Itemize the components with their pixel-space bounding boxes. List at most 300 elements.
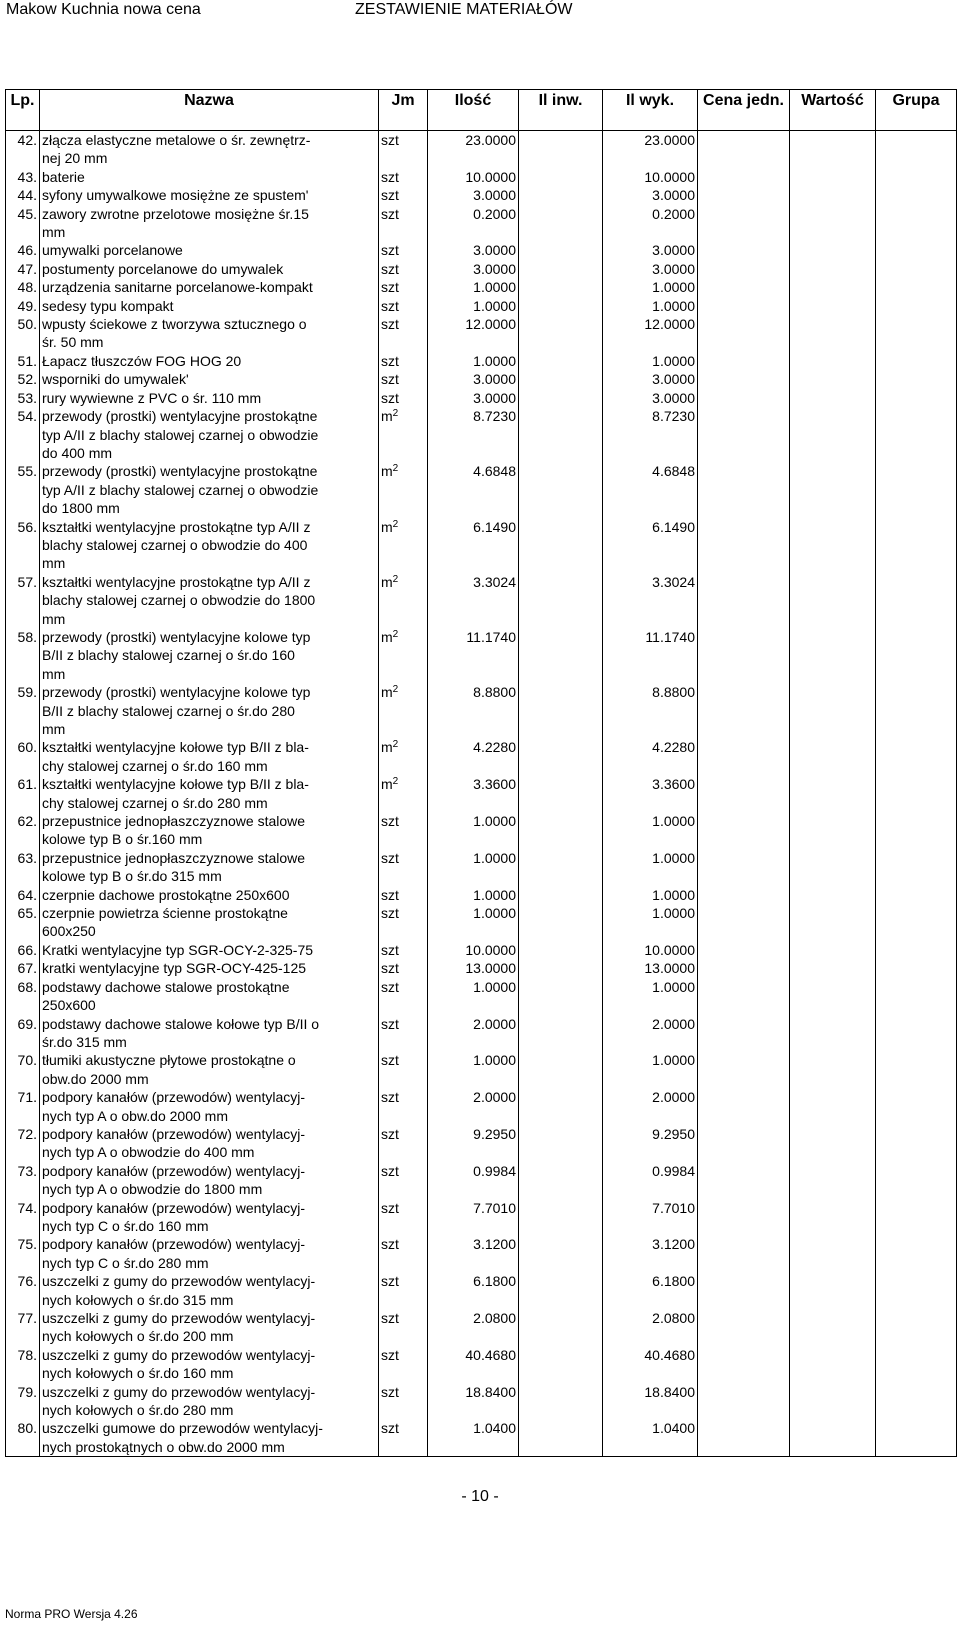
cell-lp: 45. — [6, 205, 40, 242]
cell-group — [876, 370, 957, 388]
cell-jm — [379, 1309, 428, 1346]
cell-value — [790, 168, 876, 186]
cell-jm — [379, 297, 428, 315]
cell-price — [698, 518, 790, 573]
cell-value — [790, 131, 876, 168]
cell-lp: 74. — [6, 1199, 40, 1236]
cell-wyk: 0.2000 — [603, 205, 698, 242]
unit-superscript: 2 — [392, 573, 399, 585]
cell-qty: 1.0000 — [428, 849, 519, 886]
cell-inv — [519, 1051, 603, 1088]
unit-label: szt — [381, 941, 399, 958]
cell-group — [876, 205, 957, 242]
unit-label: szt — [381, 1199, 399, 1216]
cell-price — [698, 904, 790, 941]
cell-price — [698, 941, 790, 959]
cell-name: kształtki wentylacyjne prostokątne typ A/II z blachy stalowej czarnej o obwodzie do 400 mm — [40, 518, 379, 573]
unit-superscript: 2 — [392, 776, 399, 788]
cell-wyk: 13.0000 — [603, 959, 698, 977]
cell-qty: 2.0000 — [428, 1088, 519, 1125]
cell-name: baterie — [40, 168, 379, 186]
cell-inv — [519, 812, 603, 849]
cell-value — [790, 370, 876, 388]
cell-price — [698, 186, 790, 204]
cell-wyk: 10.0000 — [603, 941, 698, 959]
table-row — [6, 1383, 957, 1420]
unit-label: szt — [381, 1310, 399, 1326]
cell-inv — [519, 738, 603, 775]
table-row — [6, 241, 957, 259]
cell-price — [698, 168, 790, 186]
cell-wyk: 3.3600 — [603, 775, 698, 812]
cell-jm — [379, 959, 428, 977]
cell-qty: 3.0000 — [428, 260, 519, 278]
unit-label: szt — [381, 352, 399, 369]
col-jm: Jm — [379, 90, 428, 131]
table-row — [6, 1309, 957, 1346]
cell-inv — [519, 941, 603, 959]
cell-price — [698, 370, 790, 388]
cell-qty: 3.0000 — [428, 370, 519, 388]
cell-price — [698, 260, 790, 278]
table-row — [6, 775, 957, 812]
cell-wyk: 8.8800 — [603, 683, 698, 738]
cell-qty: 1.0000 — [428, 904, 519, 941]
cell-lp: 51. — [6, 352, 40, 370]
cell-price — [698, 959, 790, 977]
cell-wyk: 1.0000 — [603, 849, 698, 886]
cell-qty: 8.8800 — [428, 683, 519, 738]
cell-jm — [379, 389, 428, 407]
cell-qty: 3.3024 — [428, 573, 519, 628]
cell-price — [698, 886, 790, 904]
cell-value — [790, 389, 876, 407]
cell-qty: 4.2280 — [428, 738, 519, 775]
table-row — [6, 1235, 957, 1272]
cell-group — [876, 1383, 957, 1420]
cell-inv — [519, 1162, 603, 1199]
cell-inv — [519, 573, 603, 628]
cell-group — [876, 407, 957, 462]
cell-value — [790, 260, 876, 278]
cell-lp: 58. — [6, 628, 40, 683]
cell-wyk: 1.0400 — [603, 1419, 698, 1456]
unit-label: szt — [381, 960, 399, 977]
cell-inv — [519, 1383, 603, 1420]
cell-group — [876, 812, 957, 849]
cell-jm — [379, 1088, 428, 1125]
cell-wyk: 1.0000 — [603, 886, 698, 904]
cell-value — [790, 1162, 876, 1199]
cell-jm — [379, 1272, 428, 1309]
cell-wyk: 1.0000 — [603, 978, 698, 1015]
cell-group — [876, 260, 957, 278]
cell-lp: 50. — [6, 315, 40, 352]
cell-price — [698, 683, 790, 738]
table-row — [6, 1015, 957, 1052]
cell-qty: 2.0000 — [428, 1015, 519, 1052]
cell-value — [790, 628, 876, 683]
cell-price — [698, 1309, 790, 1346]
cell-name: wpusty ściekowe z tworzywa sztucznego o śr. 50 mm — [40, 315, 379, 352]
cell-jm — [379, 812, 428, 849]
cell-price — [698, 278, 790, 296]
cell-price — [698, 241, 790, 259]
cell-jm — [379, 849, 428, 886]
cell-inv — [519, 205, 603, 242]
cell-inv — [519, 131, 603, 168]
unit-label: szt — [381, 1346, 399, 1363]
cell-inv — [519, 315, 603, 352]
cell-wyk: 3.3024 — [603, 573, 698, 628]
cell-name: uszczelki z gumy do przewodów wentylacyj- nych kołowych o śr.do 315 mm — [40, 1272, 379, 1309]
table-header-row — [6, 90, 957, 131]
cell-jm — [379, 1162, 428, 1199]
cell-name: podpory kanałów (przewodów) wentylacyj- nych typ A o obwodzie do 1800 mm — [40, 1162, 379, 1199]
table-row — [6, 462, 957, 517]
cell-group — [876, 683, 957, 738]
cell-name: zawory zwrotne przelotowe mosiężne śr.15 mm — [40, 205, 379, 242]
cell-jm — [379, 1015, 428, 1052]
cell-qty: 23.0000 — [428, 131, 519, 168]
cell-value — [790, 812, 876, 849]
table-row — [6, 278, 957, 296]
cell-name: urządzenia sanitarne porcelanowe-kompakt — [40, 278, 379, 296]
table-row — [6, 370, 957, 388]
cell-jm — [379, 131, 428, 168]
table-row — [6, 131, 957, 168]
cell-name: rury wywiewne z PVC o śr. 110 mm — [40, 389, 379, 407]
cell-price — [698, 1162, 790, 1199]
cell-group — [876, 241, 957, 259]
cell-inv — [519, 260, 603, 278]
cell-qty: 13.0000 — [428, 959, 519, 977]
cell-name: uszczelki gumowe do przewodów wentylacyj- nych prostokątnych o obw.do 2000 mm — [40, 1419, 379, 1456]
cell-qty: 12.0000 — [428, 315, 519, 352]
cell-inv — [519, 389, 603, 407]
page-header — [0, 0, 960, 22]
cell-jm — [379, 186, 428, 204]
table-row — [6, 1419, 957, 1456]
cell-value — [790, 1235, 876, 1272]
unit-superscript: 2 — [392, 408, 399, 420]
cell-name: postumenty porcelanowe do umywalek — [40, 260, 379, 278]
cell-qty: 0.2000 — [428, 205, 519, 242]
cell-value — [790, 904, 876, 941]
cell-group — [876, 1272, 957, 1309]
cell-group — [876, 352, 957, 370]
cell-inv — [519, 241, 603, 259]
cell-group — [876, 462, 957, 517]
cell-qty: 6.1490 — [428, 518, 519, 573]
cell-qty: 3.3600 — [428, 775, 519, 812]
table-row — [6, 1346, 957, 1383]
cell-inv — [519, 886, 603, 904]
unit-label: m — [381, 684, 393, 701]
cell-lp: 72. — [6, 1125, 40, 1162]
unit-superscript: 2 — [392, 628, 399, 640]
cell-lp: 61. — [6, 775, 40, 812]
cell-name: podpory kanałów (przewodów) wentylacyj- nych typ A o obwodzie do 400 mm — [40, 1125, 379, 1162]
cell-inv — [519, 1088, 603, 1125]
cell-inv — [519, 1419, 603, 1456]
project-title: Makow Kuchnia nowa cena — [6, 1, 201, 18]
table-row — [6, 315, 957, 352]
cell-price — [698, 1015, 790, 1052]
cell-price — [698, 1383, 790, 1420]
col-wyk: Il wyk. — [603, 90, 698, 131]
table-row — [6, 904, 957, 941]
cell-inv — [519, 462, 603, 517]
cell-group — [876, 1125, 957, 1162]
col-qty: Ilość — [428, 90, 519, 131]
cell-value — [790, 518, 876, 573]
cell-lp: 63. — [6, 849, 40, 886]
unit-label: szt — [381, 260, 399, 277]
cell-jm — [379, 628, 428, 683]
cell-wyk: 6.1800 — [603, 1272, 698, 1309]
cell-value — [790, 775, 876, 812]
cell-wyk: 12.0000 — [603, 315, 698, 352]
cell-wyk: 3.0000 — [603, 370, 698, 388]
cell-wyk: 7.7010 — [603, 1199, 698, 1236]
cell-name: kształtki wentylacyjne prostokątne typ A/II z blachy stalowej czarnej o obwodzie do 1800 mm — [40, 573, 379, 628]
cell-qty: 18.8400 — [428, 1383, 519, 1420]
cell-name: uszczelki z gumy do przewodów wentylacyj- nych kołowych o śr.do 160 mm — [40, 1346, 379, 1383]
table-row — [6, 168, 957, 186]
table-row — [6, 812, 957, 849]
cell-qty: 1.0400 — [428, 1419, 519, 1456]
cell-lp: 75. — [6, 1235, 40, 1272]
cell-wyk: 11.1740 — [603, 628, 698, 683]
cell-price — [698, 1272, 790, 1309]
cell-inv — [519, 1199, 603, 1236]
cell-qty: 40.4680 — [428, 1346, 519, 1383]
cell-qty: 6.1800 — [428, 1272, 519, 1309]
cell-group — [876, 573, 957, 628]
cell-jm — [379, 1051, 428, 1088]
cell-lp: 70. — [6, 1051, 40, 1088]
cell-wyk: 10.0000 — [603, 168, 698, 186]
cell-group — [876, 518, 957, 573]
cell-inv — [519, 775, 603, 812]
cell-wyk: 3.0000 — [603, 260, 698, 278]
cell-lp: 69. — [6, 1015, 40, 1052]
col-group: Grupa — [876, 90, 957, 131]
cell-name: Kratki wentylacyjne typ SGR-OCY-2-325-75 — [40, 941, 379, 959]
cell-group — [876, 1051, 957, 1088]
materials-table — [5, 89, 957, 1457]
cell-lp: 64. — [6, 886, 40, 904]
cell-name: kształtki wentylacyjne kołowe typ B/II z bla- chy stalowej czarnej o śr.do 280 mm — [40, 775, 379, 812]
cell-wyk: 2.0800 — [603, 1309, 698, 1346]
cell-value — [790, 186, 876, 204]
cell-group — [876, 278, 957, 296]
cell-lp: 43. — [6, 168, 40, 186]
cell-group — [876, 168, 957, 186]
cell-jm — [379, 1383, 428, 1420]
unit-label: szt — [381, 905, 399, 922]
cell-value — [790, 297, 876, 315]
cell-name: umywalki porcelanowe — [40, 241, 379, 259]
cell-value — [790, 1419, 876, 1456]
unit-superscript: 2 — [392, 739, 399, 751]
table-row — [6, 849, 957, 886]
cell-wyk: 1.0000 — [603, 812, 698, 849]
cell-inv — [519, 1272, 603, 1309]
unit-label: szt — [381, 389, 399, 406]
cell-lp: 76. — [6, 1272, 40, 1309]
table-row — [6, 186, 957, 204]
cell-qty: 1.0000 — [428, 978, 519, 1015]
cell-name: uszczelki z gumy do przewodów wentylacyj- nych kołowych o śr.do 200 mm — [40, 1309, 379, 1346]
cell-lp: 55. — [6, 462, 40, 517]
unit-label: szt — [381, 371, 399, 388]
cell-group — [876, 904, 957, 941]
cell-group — [876, 186, 957, 204]
cell-wyk: 40.4680 — [603, 1346, 698, 1383]
cell-group — [876, 315, 957, 352]
cell-value — [790, 352, 876, 370]
cell-price — [698, 1346, 790, 1383]
cell-lp: 49. — [6, 297, 40, 315]
cell-qty: 3.0000 — [428, 389, 519, 407]
unit-label: szt — [381, 1015, 399, 1032]
unit-label: szt — [381, 886, 399, 903]
table-row — [6, 683, 957, 738]
cell-qty: 2.0800 — [428, 1309, 519, 1346]
cell-inv — [519, 518, 603, 573]
table-row — [6, 1199, 957, 1236]
cell-lp: 53. — [6, 389, 40, 407]
cell-qty: 1.0000 — [428, 1051, 519, 1088]
cell-name: czerpnie powietrza ścienne prostokątne 600x250 — [40, 904, 379, 941]
cell-lp: 54. — [6, 407, 40, 462]
cell-price — [698, 738, 790, 775]
cell-inv — [519, 904, 603, 941]
unit-label: szt — [381, 279, 399, 296]
cell-wyk: 3.1200 — [603, 1235, 698, 1272]
cell-name: podpory kanałów (przewodów) wentylacyj- nych typ C o śr.do 160 mm — [40, 1199, 379, 1236]
cell-jm — [379, 518, 428, 573]
cell-value — [790, 941, 876, 959]
cell-name: uszczelki z gumy do przewodów wentylacyj- nych kołowych o śr.do 280 mm — [40, 1383, 379, 1420]
cell-value — [790, 1199, 876, 1236]
cell-name: syfony umywalkowe mosiężne ze spustem' — [40, 186, 379, 204]
unit-label: szt — [381, 849, 399, 866]
cell-wyk: 1.0000 — [603, 1051, 698, 1088]
unit-label: m — [381, 573, 393, 590]
cell-inv — [519, 849, 603, 886]
cell-value — [790, 1309, 876, 1346]
table-row — [6, 978, 957, 1015]
unit-label: szt — [381, 316, 399, 333]
cell-lp: 79. — [6, 1383, 40, 1420]
cell-value — [790, 1272, 876, 1309]
cell-value — [790, 407, 876, 462]
cell-inv — [519, 407, 603, 462]
cell-value — [790, 886, 876, 904]
cell-inv — [519, 186, 603, 204]
cell-wyk: 9.2950 — [603, 1125, 698, 1162]
cell-inv — [519, 297, 603, 315]
cell-value — [790, 205, 876, 242]
cell-price — [698, 1235, 790, 1272]
unit-label: szt — [381, 1420, 399, 1437]
cell-group — [876, 1419, 957, 1456]
cell-qty: 9.2950 — [428, 1125, 519, 1162]
cell-name: przewody (prostki) wentylacyjne kolowe typ B/II z blachy stalowej czarnej o śr.do 160 mm — [40, 628, 379, 683]
cell-qty: 1.0000 — [428, 812, 519, 849]
cell-name: Łapacz tłuszczów FOG HOG 20 — [40, 352, 379, 370]
cell-qty: 4.6848 — [428, 462, 519, 517]
cell-inv — [519, 278, 603, 296]
cell-qty: 1.0000 — [428, 278, 519, 296]
cell-group — [876, 1088, 957, 1125]
unit-label: szt — [381, 1383, 399, 1400]
cell-price — [698, 389, 790, 407]
unit-label: szt — [381, 1236, 399, 1253]
cell-qty: 1.0000 — [428, 886, 519, 904]
table-row — [6, 738, 957, 775]
cell-jm — [379, 978, 428, 1015]
cell-qty: 10.0000 — [428, 941, 519, 959]
table-row — [6, 1051, 957, 1088]
cell-lp: 48. — [6, 278, 40, 296]
cell-jm — [379, 683, 428, 738]
cell-name: przepustnice jednopłaszczyznowe stalowe kolowe typ B o śr.do 315 mm — [40, 849, 379, 886]
cell-jm — [379, 738, 428, 775]
unit-label: szt — [381, 1273, 399, 1290]
cell-name: sedesy typu kompakt — [40, 297, 379, 315]
table-row — [6, 959, 957, 977]
cell-price — [698, 1088, 790, 1125]
cell-name: przewody (prostki) wentylacyjne prostokątne typ A/II z blachy stalowej czarnej o obwodzie do 400 mm — [40, 407, 379, 462]
cell-wyk: 1.0000 — [603, 904, 698, 941]
cell-price — [698, 849, 790, 886]
cell-group — [876, 775, 957, 812]
cell-value — [790, 1383, 876, 1420]
cell-name: czerpnie dachowe prostokątne 250x600 — [40, 886, 379, 904]
cell-group — [876, 941, 957, 959]
cell-group — [876, 849, 957, 886]
cell-value — [790, 462, 876, 517]
cell-jm — [379, 260, 428, 278]
cell-group — [876, 1199, 957, 1236]
cell-lp: 60. — [6, 738, 40, 775]
cell-name: kształtki wentylacyjne kołowe typ B/II z bla- chy stalowej czarnej o śr.do 160 mm — [40, 738, 379, 775]
unit-label: szt — [381, 242, 399, 259]
cell-inv — [519, 1015, 603, 1052]
cell-group — [876, 1346, 957, 1383]
col-name: Nazwa — [40, 90, 379, 131]
cell-jm — [379, 278, 428, 296]
cell-jm — [379, 1199, 428, 1236]
cell-name: podstawy dachowe stalowe kołowe typ B/II o śr.do 315 mm — [40, 1015, 379, 1052]
cell-lp: 56. — [6, 518, 40, 573]
cell-price — [698, 812, 790, 849]
cell-group — [876, 1162, 957, 1199]
cell-jm — [379, 1235, 428, 1272]
cell-value — [790, 1125, 876, 1162]
unit-label: szt — [381, 168, 399, 185]
cell-name: przewody (prostki) wentylacyjne prostokątne typ A/II z blachy stalowej czarnej o obwodzie do 1800 mm — [40, 462, 379, 517]
cell-inv — [519, 370, 603, 388]
cell-price — [698, 205, 790, 242]
cell-lp: 47. — [6, 260, 40, 278]
cell-value — [790, 1088, 876, 1125]
cell-wyk: 8.7230 — [603, 407, 698, 462]
